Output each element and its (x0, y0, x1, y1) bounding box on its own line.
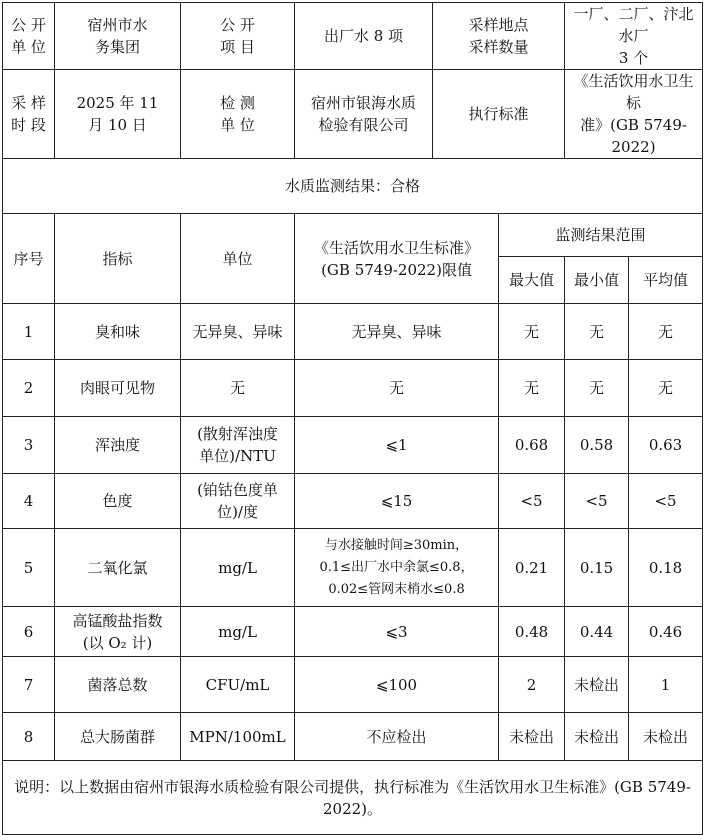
row-unit: (散射浑浊度 单位)/NTU (181, 417, 295, 474)
result-row (3, 159, 703, 214)
row-indicator: 总大肠菌群 (55, 713, 181, 761)
row-indicator: 色度 (55, 474, 181, 529)
sampling-site-value: 一厂、二厂、汴北水厂 3 个 (565, 3, 703, 70)
row-avg: 0.46 (629, 607, 703, 657)
row-max: 0.48 (499, 607, 565, 657)
row-avg: 未检出 (629, 713, 703, 761)
row-indicator: 肉眼可见物 (55, 360, 181, 417)
result-line: 水质监测结果：合格 (3, 159, 703, 214)
row-avg: 无 (629, 360, 703, 417)
row-limit: ⩽15 (295, 474, 499, 529)
col-limit: 《生活饮用水卫生标准》 (GB 5749-2022)限值 (295, 214, 499, 304)
water-quality-table (2, 2, 703, 835)
col-max: 最大值 (499, 257, 565, 304)
table-row (3, 657, 703, 713)
row-no: 1 (3, 304, 55, 360)
public-item-label: 公 开 项 目 (181, 3, 295, 70)
row-no: 3 (3, 417, 55, 474)
row-min: 无 (565, 360, 629, 417)
row-avg: 0.63 (629, 417, 703, 474)
row-limit: 不应检出 (295, 713, 499, 761)
col-indicator: 指标 (55, 214, 181, 304)
col-min: 最小值 (565, 257, 629, 304)
col-range: 监测结果范围 (499, 214, 703, 257)
row-limit: ⩽100 (295, 657, 499, 713)
row-limit: 与水接触时间≥30min， 0.1≤出厂水中余氯≤0.8， 0.02≤管网末梢水≤0.8 (295, 529, 499, 607)
note-row (3, 761, 703, 835)
row-limit: ⩽1 (295, 417, 499, 474)
row-no: 7 (3, 657, 55, 713)
row-unit: mg/L (181, 607, 295, 657)
sampling-site-label: 采样地点 采样数量 (433, 3, 565, 70)
row-no: 6 (3, 607, 55, 657)
table-row (3, 360, 703, 417)
table-row (3, 474, 703, 529)
row-no: 8 (3, 713, 55, 761)
col-unit: 单位 (181, 214, 295, 304)
row-max: 2 (499, 657, 565, 713)
testing-lab-label: 检 测 单 位 (181, 70, 295, 159)
row-indicator: 浑浊度 (55, 417, 181, 474)
row-limit: ⩽3 (295, 607, 499, 657)
sampling-period-value: 2025 年 11 月 10 日 (55, 70, 181, 159)
row-no: 2 (3, 360, 55, 417)
public-unit-label: 公 开 单 位 (3, 3, 55, 70)
row-unit: 无 (181, 360, 295, 417)
header-row-1 (3, 3, 703, 70)
row-unit: MPN/100mL (181, 713, 295, 761)
row-min: 无 (565, 304, 629, 360)
row-min: 未检出 (565, 657, 629, 713)
public-item-value: 出厂水 8 项 (295, 3, 433, 70)
row-limit: 无 (295, 360, 499, 417)
standard-label: 执行标准 (433, 70, 565, 159)
row-limit: 无异臭、异味 (295, 304, 499, 360)
row-max: 无 (499, 360, 565, 417)
sampling-period-label: 采 样 时 段 (3, 70, 55, 159)
row-no: 4 (3, 474, 55, 529)
row-max: 未检出 (499, 713, 565, 761)
testing-lab-value: 宿州市银海水质 检验有限公司 (295, 70, 433, 159)
header-row-2 (3, 70, 703, 159)
row-avg: <5 (629, 474, 703, 529)
col-no: 序号 (3, 214, 55, 304)
row-unit: CFU/mL (181, 657, 295, 713)
row-avg: 1 (629, 657, 703, 713)
note-text: 说明：以上数据由宿州市银海水质检验有限公司提供，执行标准为《生活饮用水卫生标准》(GB 5749-2022)。 (3, 761, 703, 835)
row-min: 0.44 (565, 607, 629, 657)
row-indicator: 菌落总数 (55, 657, 181, 713)
row-min: 0.58 (565, 417, 629, 474)
table-row (3, 529, 703, 607)
row-min: 未检出 (565, 713, 629, 761)
row-unit: (铂钴色度单 位)/度 (181, 474, 295, 529)
standard-value: 《生活饮用水卫生标 准》(GB 5749-2022) (565, 70, 703, 159)
row-indicator: 二氧化氯 (55, 529, 181, 607)
row-unit: 无异臭、异味 (181, 304, 295, 360)
row-max: <5 (499, 474, 565, 529)
row-max: 0.21 (499, 529, 565, 607)
row-indicator: 臭和味 (55, 304, 181, 360)
row-avg: 0.18 (629, 529, 703, 607)
table-row (3, 607, 703, 657)
column-header-row-1 (3, 214, 703, 257)
row-min: 0.15 (565, 529, 629, 607)
row-max: 0.68 (499, 417, 565, 474)
row-indicator: 高锰酸盐指数 (以 O₂ 计) (55, 607, 181, 657)
row-max: 无 (499, 304, 565, 360)
col-avg: 平均值 (629, 257, 703, 304)
table-row (3, 417, 703, 474)
row-no: 5 (3, 529, 55, 607)
table-row (3, 713, 703, 761)
row-unit: mg/L (181, 529, 295, 607)
row-min: <5 (565, 474, 629, 529)
row-avg: 无 (629, 304, 703, 360)
public-unit-value: 宿州市水 务集团 (55, 3, 181, 70)
table-row (3, 304, 703, 360)
